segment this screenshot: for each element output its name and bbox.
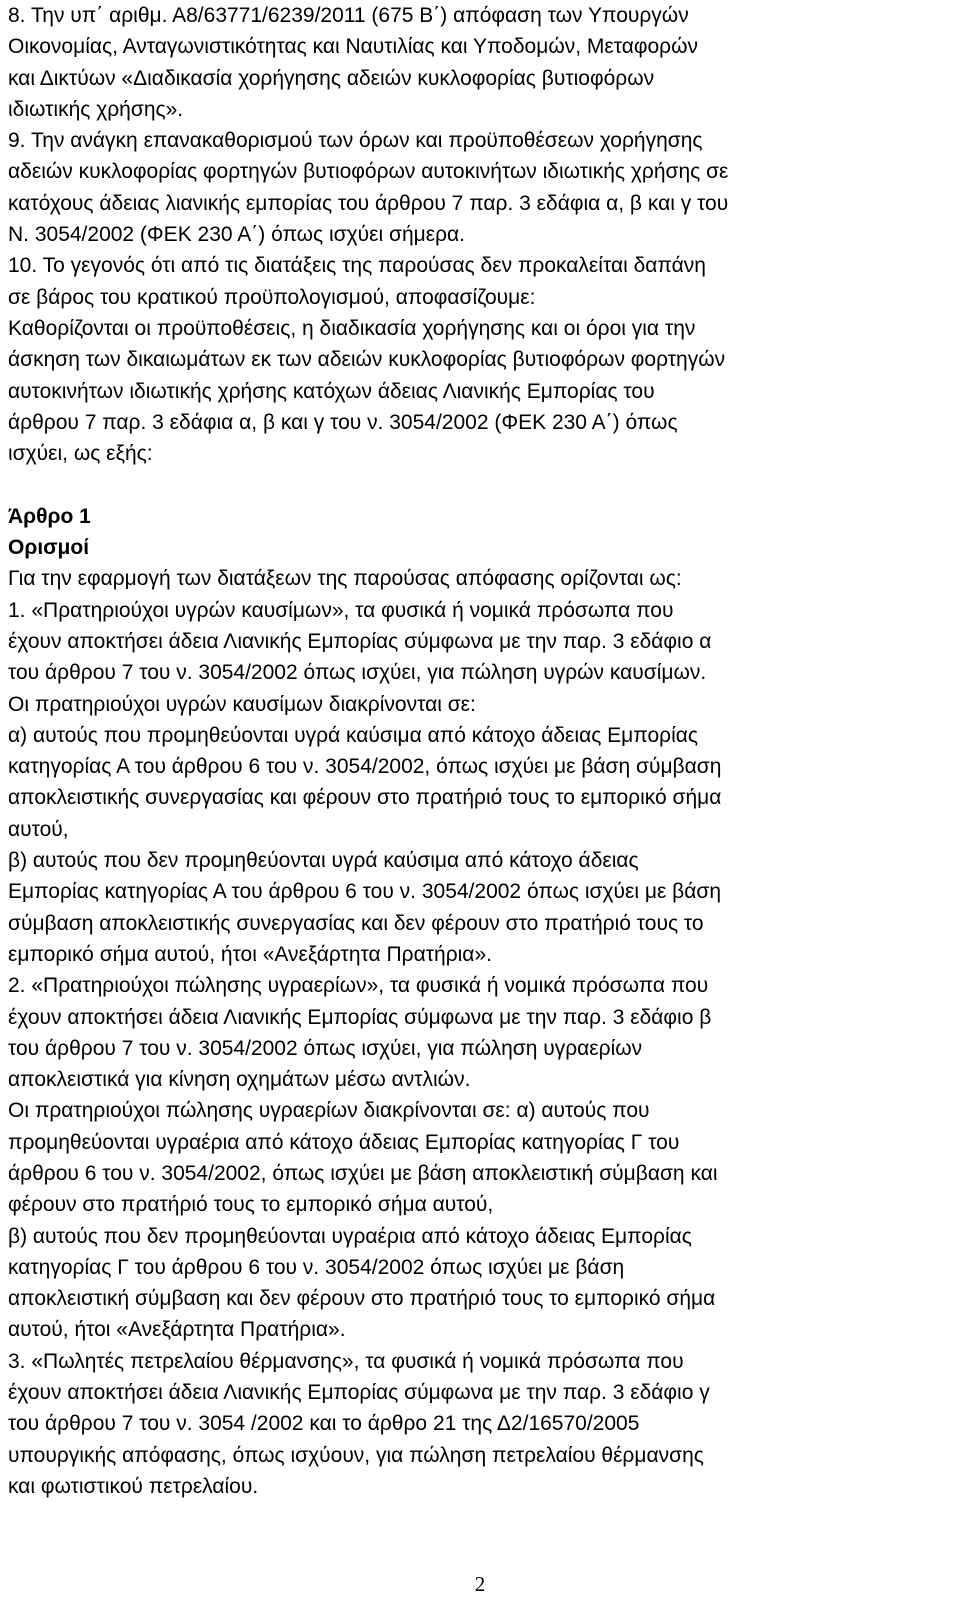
- text-line: του άρθρου 7 του ν. 3054 /2002 και το άρθρο 21 της Δ2/16570/2005: [8, 1412, 640, 1436]
- text-line: έχουν αποκτήσει άδεια Λιανικής Εμπορίας σύμφωνα με την παρ. 3 εδάφιο β: [8, 1005, 712, 1029]
- text-line: έχουν αποκτήσει άδεια Λιανικής Εμπορίας σύμφωνα με την παρ. 3 εδάφιο γ: [8, 1381, 710, 1405]
- text-line: α) αυτούς που προμηθεύονται υγρά καύσιμα από κάτοχο άδειας Εμπορίας: [8, 723, 699, 747]
- text-line: εμπορικό σήμα αυτού, ήτοι «Ανεξάρτητα Πρατήρια».: [8, 942, 492, 966]
- definition-3: [8, 1346, 954, 1502]
- text-line: αυτού, ήτοι «Ανεξάρτητα Πρατήρια».: [8, 1318, 346, 1342]
- text-line: ιδιωτικής χρήσης».: [8, 97, 184, 121]
- text-line: φέρουν στο πρατήριό τους το εμπορικό σήμα αυτού,: [8, 1193, 494, 1217]
- text-line: σύμβαση αποκλειστικής συνεργασίας και δεν φέρουν στο πρατήριό τους το: [8, 911, 704, 935]
- definition-1: [8, 595, 954, 971]
- text-line: 2. «Πρατηριούχοι πώλησης υγραερίων», τα φυσικά ή νομικά πρόσωπα που: [8, 974, 709, 998]
- text-line: Οι πρατηριούχοι υγρών καυσίμων διακρίνονται σε:: [8, 692, 476, 716]
- text-line: του άρθρου 7 του ν. 3054/2002 όπως ισχύει, για πώληση υγρών καυσίμων.: [8, 661, 707, 685]
- paragraph-10: [8, 250, 954, 313]
- text-line: αποκλειστική σύμβαση και δεν φέρουν στο πρατήριό τους το εμπορικό σήμα: [8, 1287, 716, 1311]
- text-line: Οικονομίας, Ανταγωνιστικότητας και Ναυτιλίας και Υποδομών, Μεταφορών: [8, 35, 699, 59]
- text-line: σε βάρος του κρατικού προϋπολογισμού, αποφασίζουμε:: [8, 285, 536, 309]
- text-line: του άρθρου 7 του ν. 3054/2002 όπως ισχύει, για πώληση υγραερίων: [8, 1036, 643, 1060]
- article-heading: Άρθρο 1: [8, 504, 91, 528]
- text-line: Εμπορίας κατηγορίας Α του άρθρου 6 του ν. 3054/2002 όπως ισχύει με βάση: [8, 880, 722, 904]
- text-line: 1. «Πρατηριούχοι υγρών καυσίμων», τα φυσικά ή νομικά πρόσωπα που: [8, 598, 674, 622]
- text-line: και φωτιστικού πετρελαίου.: [8, 1474, 259, 1498]
- text-line: αυτοκινήτων ιδιωτικής χρήσης κατόχων άδειας Λιανικής Εμπορίας του: [8, 379, 655, 403]
- definition-2: [8, 970, 954, 1346]
- text-line: 9. Την ανάγκη επανακαθορισμού των όρων και προϋποθέσεων χορήγησης: [8, 129, 703, 153]
- text-line: 10. Το γεγονός ότι από τις διατάξεις της παρούσας δεν προκαλείται δαπάνη: [8, 254, 706, 278]
- text-line: και Δικτύων «Διαδικασία χορήγησης αδειών κυκλοφορίας βυτιοφόρων: [8, 66, 655, 90]
- text-line: αυτού,: [8, 817, 69, 841]
- text-line: β) αυτούς που δεν προμηθεύονται υγρά καύσιμα από κάτοχο άδειας: [8, 849, 639, 873]
- text-line: αποκλειστικά για κίνηση οχημάτων μέσω αντλιών.: [8, 1068, 471, 1092]
- text-line: Καθορίζονται οι προϋποθέσεις, η διαδικασία χορήγησης και οι όροι για την: [8, 316, 696, 340]
- text-line: άρθρου 7 παρ. 3 εδάφια α, β και γ του ν. 3054/2002 (ΦΕΚ 230 Α΄) όπως: [8, 410, 678, 434]
- page-number: 2: [474, 1572, 486, 1596]
- article-title: Ορισμοί: [8, 536, 90, 560]
- text-line: αποκλειστικής συνεργασίας και φέρουν στο πρατήριό τους το εμπορικό σήμα: [8, 786, 722, 810]
- text-line: έχουν αποκτήσει άδεια Λιανικής Εμπορίας σύμφωνα με την παρ. 3 εδάφιο α: [8, 629, 712, 653]
- text-line: Ν. 3054/2002 (ΦΕΚ 230 Α΄) όπως ισχύει σήμερα.: [8, 223, 466, 247]
- text-line: αδειών κυκλοφορίας φορτηγών βυτιοφόρων αυτοκινήτων ιδιωτικής χρήσης σε: [8, 160, 729, 184]
- paragraph-9: [8, 125, 954, 250]
- text-line: κατόχους άδειας λιανικής εμπορίας του άρθρου 7 παρ. 3 εδάφια α, β και γ του: [8, 191, 729, 215]
- text-line: κατηγορίας Α του άρθρου 6 του ν. 3054/2002, όπως ισχύει με βάση σύμβαση: [8, 755, 722, 779]
- text-line: 3. «Πωλητές πετρελαίου θέρμανσης», τα φυσικά ή νομικά πρόσωπα που: [8, 1349, 684, 1373]
- definitions-intro: Για την εφαρμογή των διατάξεων της παρούσας απόφασης ορίζονται ως:: [8, 567, 682, 591]
- text-line: προμηθεύονται υγραέρια από κάτοχο άδειας Εμπορίας κατηγορίας Γ του: [8, 1130, 680, 1154]
- text-line: Οι πρατηριούχοι πώλησης υγραερίων διακρίνονται σε: α) αυτούς που: [8, 1099, 650, 1123]
- text-line: 8. Την υπ΄ αριθμ. Α8/63771/6239/2011 (675 Β΄) απόφαση των Υπουργών: [8, 4, 689, 27]
- text-line: υπουργικής απόφασης, όπως ισχύουν, για πώληση πετρελαίου θέρμανσης: [8, 1443, 704, 1467]
- text-line: άσκηση των δικαιωμάτων εκ των αδειών κυκλοφορίας βυτιοφόρων φορτηγών: [8, 348, 726, 372]
- text-line: β) αυτούς που δεν προμηθεύονται υγραέρια από κάτοχο άδειας Εμπορίας: [8, 1224, 692, 1248]
- document-page: [8, 0, 954, 1502]
- paragraph-8: [8, 0, 954, 125]
- blank-line: [8, 469, 954, 500]
- decision-paragraph: [8, 313, 954, 469]
- text-line: ισχύει, ως εξής:: [8, 442, 153, 466]
- text-line: κατηγορίας Γ του άρθρου 6 του ν. 3054/2002 όπως ισχύει με βάση: [8, 1255, 625, 1279]
- text-line: άρθρου 6 του ν. 3054/2002, όπως ισχύει με βάση αποκλειστική σύμβαση και: [8, 1161, 718, 1185]
